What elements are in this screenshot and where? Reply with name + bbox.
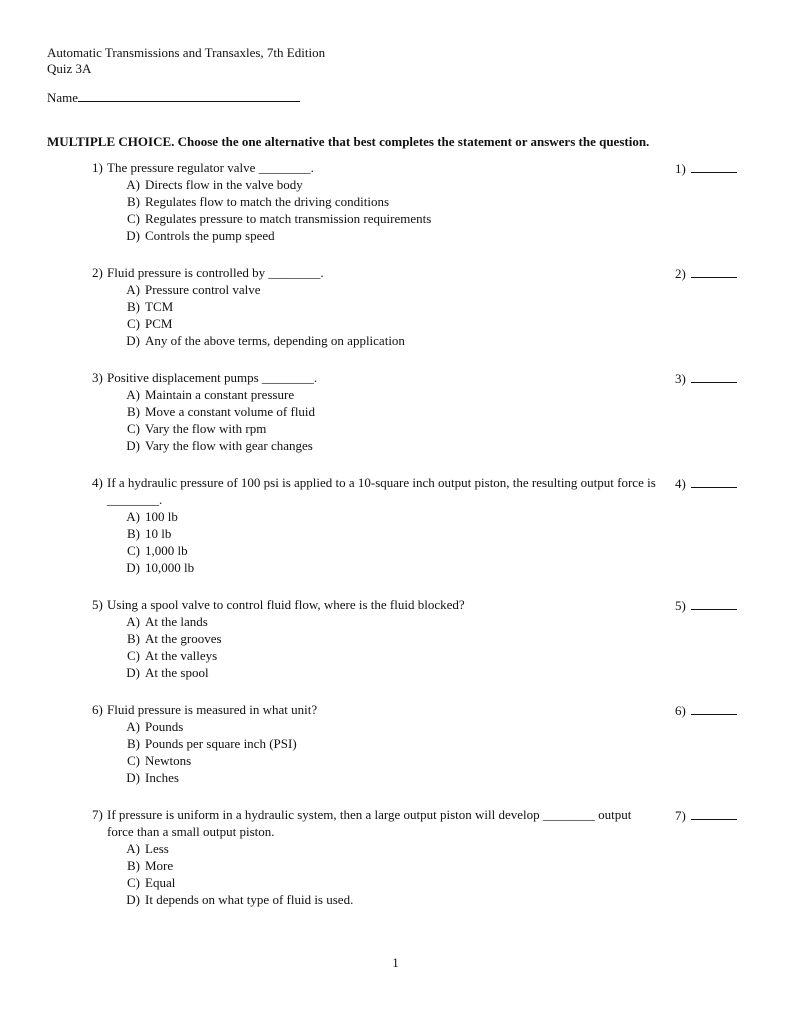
- option-letter: B): [127, 526, 140, 541]
- option-text: Directs flow in the valve body: [145, 177, 303, 192]
- option-letter: A): [126, 177, 140, 192]
- question-text: The pressure regulator valve ________.: [107, 160, 314, 175]
- option-row: [122, 210, 667, 227]
- option-letter: D): [126, 333, 140, 348]
- question-options: [107, 508, 667, 576]
- question-text: Positive displacement pumps ________.: [107, 370, 318, 385]
- option-letter: B): [127, 631, 140, 646]
- option-text: Inches: [145, 770, 179, 785]
- answer-blank-line: [691, 474, 737, 488]
- name-blank-line: [78, 88, 300, 102]
- option-letter: C): [127, 648, 140, 663]
- option-text: Any of the above terms, depending on application: [145, 333, 405, 348]
- answer-area: [675, 159, 745, 177]
- option-text: It depends on what type of fluid is used.: [145, 892, 354, 907]
- option-text: Pressure control valve: [145, 282, 261, 297]
- question-body: [107, 701, 667, 786]
- option-letter: C): [127, 753, 140, 768]
- option-letter: C): [127, 421, 140, 436]
- option-letter: D): [126, 665, 140, 680]
- option-text: Pounds per square inch (PSI): [145, 736, 297, 751]
- question-block: [92, 264, 745, 349]
- option-row: [122, 508, 667, 525]
- option-row: [122, 752, 667, 769]
- question-options: [107, 386, 667, 454]
- question-body: [107, 264, 667, 349]
- option-text: At the grooves: [145, 631, 222, 646]
- option-letter: B): [127, 194, 140, 209]
- question-body: [107, 159, 667, 244]
- option-text: TCM: [145, 299, 174, 314]
- question-number: 1): [92, 160, 103, 175]
- question-block: [92, 369, 745, 454]
- option-row: [122, 542, 667, 559]
- question-number: 5): [92, 597, 103, 612]
- option-letter: B): [127, 404, 140, 419]
- question-text: Using a spool valve to control fluid flow, where is the fluid blocked?: [107, 597, 465, 612]
- option-row: [122, 735, 667, 752]
- option-row: [122, 525, 667, 542]
- option-letter: D): [126, 560, 140, 575]
- option-text: Vary the flow with gear changes: [145, 438, 313, 453]
- answer-area: [675, 264, 745, 282]
- section-heading: MULTIPLE CHOICE. Choose the one alternative that best completes the statement or answers the question.: [47, 134, 650, 149]
- option-row: [122, 332, 667, 349]
- question-block: [92, 159, 745, 244]
- option-row: [122, 437, 667, 454]
- option-letter: A): [126, 841, 140, 856]
- answer-blank-line: [691, 159, 737, 173]
- answer-area: [675, 596, 745, 614]
- question-main: [92, 596, 667, 681]
- question-main: [92, 806, 667, 908]
- option-row: [122, 718, 667, 735]
- question-block: [92, 474, 745, 576]
- question-body: [107, 369, 667, 454]
- option-text: At the lands: [145, 614, 208, 629]
- option-row: [122, 281, 667, 298]
- question-options: [107, 840, 667, 908]
- question-text: If a hydraulic pressure of 100 psi is applied to a 10-square inch output piston, the resulting output force is ________.: [107, 475, 656, 507]
- answer-number: 2): [675, 266, 686, 281]
- name-label: Name: [47, 90, 79, 105]
- option-text: 100 lb: [145, 509, 178, 524]
- question-body: [107, 474, 667, 576]
- answer-number: 6): [675, 703, 686, 718]
- option-row: [122, 403, 667, 420]
- question-number: 4): [92, 475, 103, 490]
- option-row: [122, 630, 667, 647]
- question-number: 6): [92, 702, 103, 717]
- quiz-title: Quiz 3A: [47, 61, 92, 76]
- question-options: [107, 718, 667, 786]
- answer-number: 5): [675, 598, 686, 613]
- answer-number: 3): [675, 371, 686, 386]
- answer-blank-line: [691, 369, 737, 383]
- option-row: [122, 647, 667, 664]
- option-letter: A): [126, 387, 140, 402]
- option-row: [122, 386, 667, 403]
- option-text: At the valleys: [145, 648, 218, 663]
- option-letter: A): [126, 719, 140, 734]
- option-text: Move a constant volume of fluid: [145, 404, 316, 419]
- answer-number: 7): [675, 808, 686, 823]
- option-row: [122, 874, 667, 891]
- option-letter: C): [127, 875, 140, 890]
- option-text: Newtons: [145, 753, 192, 768]
- question-body: [107, 806, 667, 908]
- answer-number: 4): [675, 476, 686, 491]
- option-row: [122, 769, 667, 786]
- question-options: [107, 176, 667, 244]
- question-number: 2): [92, 265, 103, 280]
- option-row: [122, 857, 667, 874]
- option-text: Controls the pump speed: [145, 228, 275, 243]
- option-row: [122, 664, 667, 681]
- answer-area: [675, 474, 745, 492]
- questions-list: [92, 159, 745, 928]
- option-text: Pounds: [145, 719, 184, 734]
- option-row: [122, 840, 667, 857]
- question-number: 3): [92, 370, 103, 385]
- option-text: Less: [145, 841, 169, 856]
- answer-blank-line: [691, 596, 737, 610]
- book-title: Automatic Transmissions and Transaxles, 7th Edition: [47, 45, 326, 60]
- option-letter: D): [126, 438, 140, 453]
- answer-area: [675, 701, 745, 719]
- option-letter: C): [127, 211, 140, 226]
- answer-blank-line: [691, 806, 737, 820]
- question-text: If pressure is uniform in a hydraulic system, then a large output piston will develop ________ output force than a small output piston.: [107, 807, 632, 839]
- page-number: 1: [392, 955, 399, 970]
- option-letter: A): [126, 614, 140, 629]
- option-text: 10,000 lb: [145, 560, 195, 575]
- option-letter: D): [126, 892, 140, 907]
- answer-number: 1): [675, 161, 686, 176]
- question-main: [92, 701, 667, 786]
- question-main: [92, 474, 667, 576]
- option-row: [122, 176, 667, 193]
- answer-blank-line: [691, 701, 737, 715]
- option-row: [122, 227, 667, 244]
- question-main: [92, 159, 667, 244]
- option-text: At the spool: [145, 665, 209, 680]
- option-row: [122, 298, 667, 315]
- question-options: [107, 281, 667, 349]
- option-letter: D): [126, 228, 140, 243]
- option-row: [122, 315, 667, 332]
- option-text: Regulates pressure to match transmission requirements: [145, 211, 432, 226]
- question-text: Fluid pressure is measured in what unit?: [107, 702, 318, 717]
- question-options: [107, 613, 667, 681]
- option-letter: C): [127, 316, 140, 331]
- option-text: Vary the flow with rpm: [145, 421, 267, 436]
- option-text: Regulates flow to match the driving conditions: [145, 194, 390, 209]
- option-text: Maintain a constant pressure: [145, 387, 295, 402]
- option-row: [122, 891, 667, 908]
- option-text: Equal: [145, 875, 176, 890]
- question-number: 7): [92, 807, 103, 822]
- question-block: [92, 806, 745, 908]
- option-letter: C): [127, 543, 140, 558]
- option-text: 10 lb: [145, 526, 172, 541]
- option-letter: B): [127, 299, 140, 314]
- option-row: [122, 559, 667, 576]
- question-body: [107, 596, 667, 681]
- option-letter: D): [126, 770, 140, 785]
- option-row: [122, 420, 667, 437]
- option-letter: B): [127, 736, 140, 751]
- question-block: [92, 596, 745, 681]
- option-text: 1,000 lb: [145, 543, 188, 558]
- document-header: [47, 45, 325, 77]
- answer-blank-line: [691, 264, 737, 278]
- option-letter: A): [126, 282, 140, 297]
- option-row: [122, 613, 667, 630]
- question-block: [92, 701, 745, 786]
- question-text: Fluid pressure is controlled by ________.: [107, 265, 324, 280]
- question-main: [92, 369, 667, 454]
- name-row: [47, 88, 300, 106]
- option-text: PCM: [145, 316, 173, 331]
- option-text: More: [145, 858, 174, 873]
- question-main: [92, 264, 667, 349]
- option-letter: B): [127, 858, 140, 873]
- answer-area: [675, 369, 745, 387]
- option-letter: A): [126, 509, 140, 524]
- answer-area: [675, 806, 745, 824]
- option-row: [122, 193, 667, 210]
